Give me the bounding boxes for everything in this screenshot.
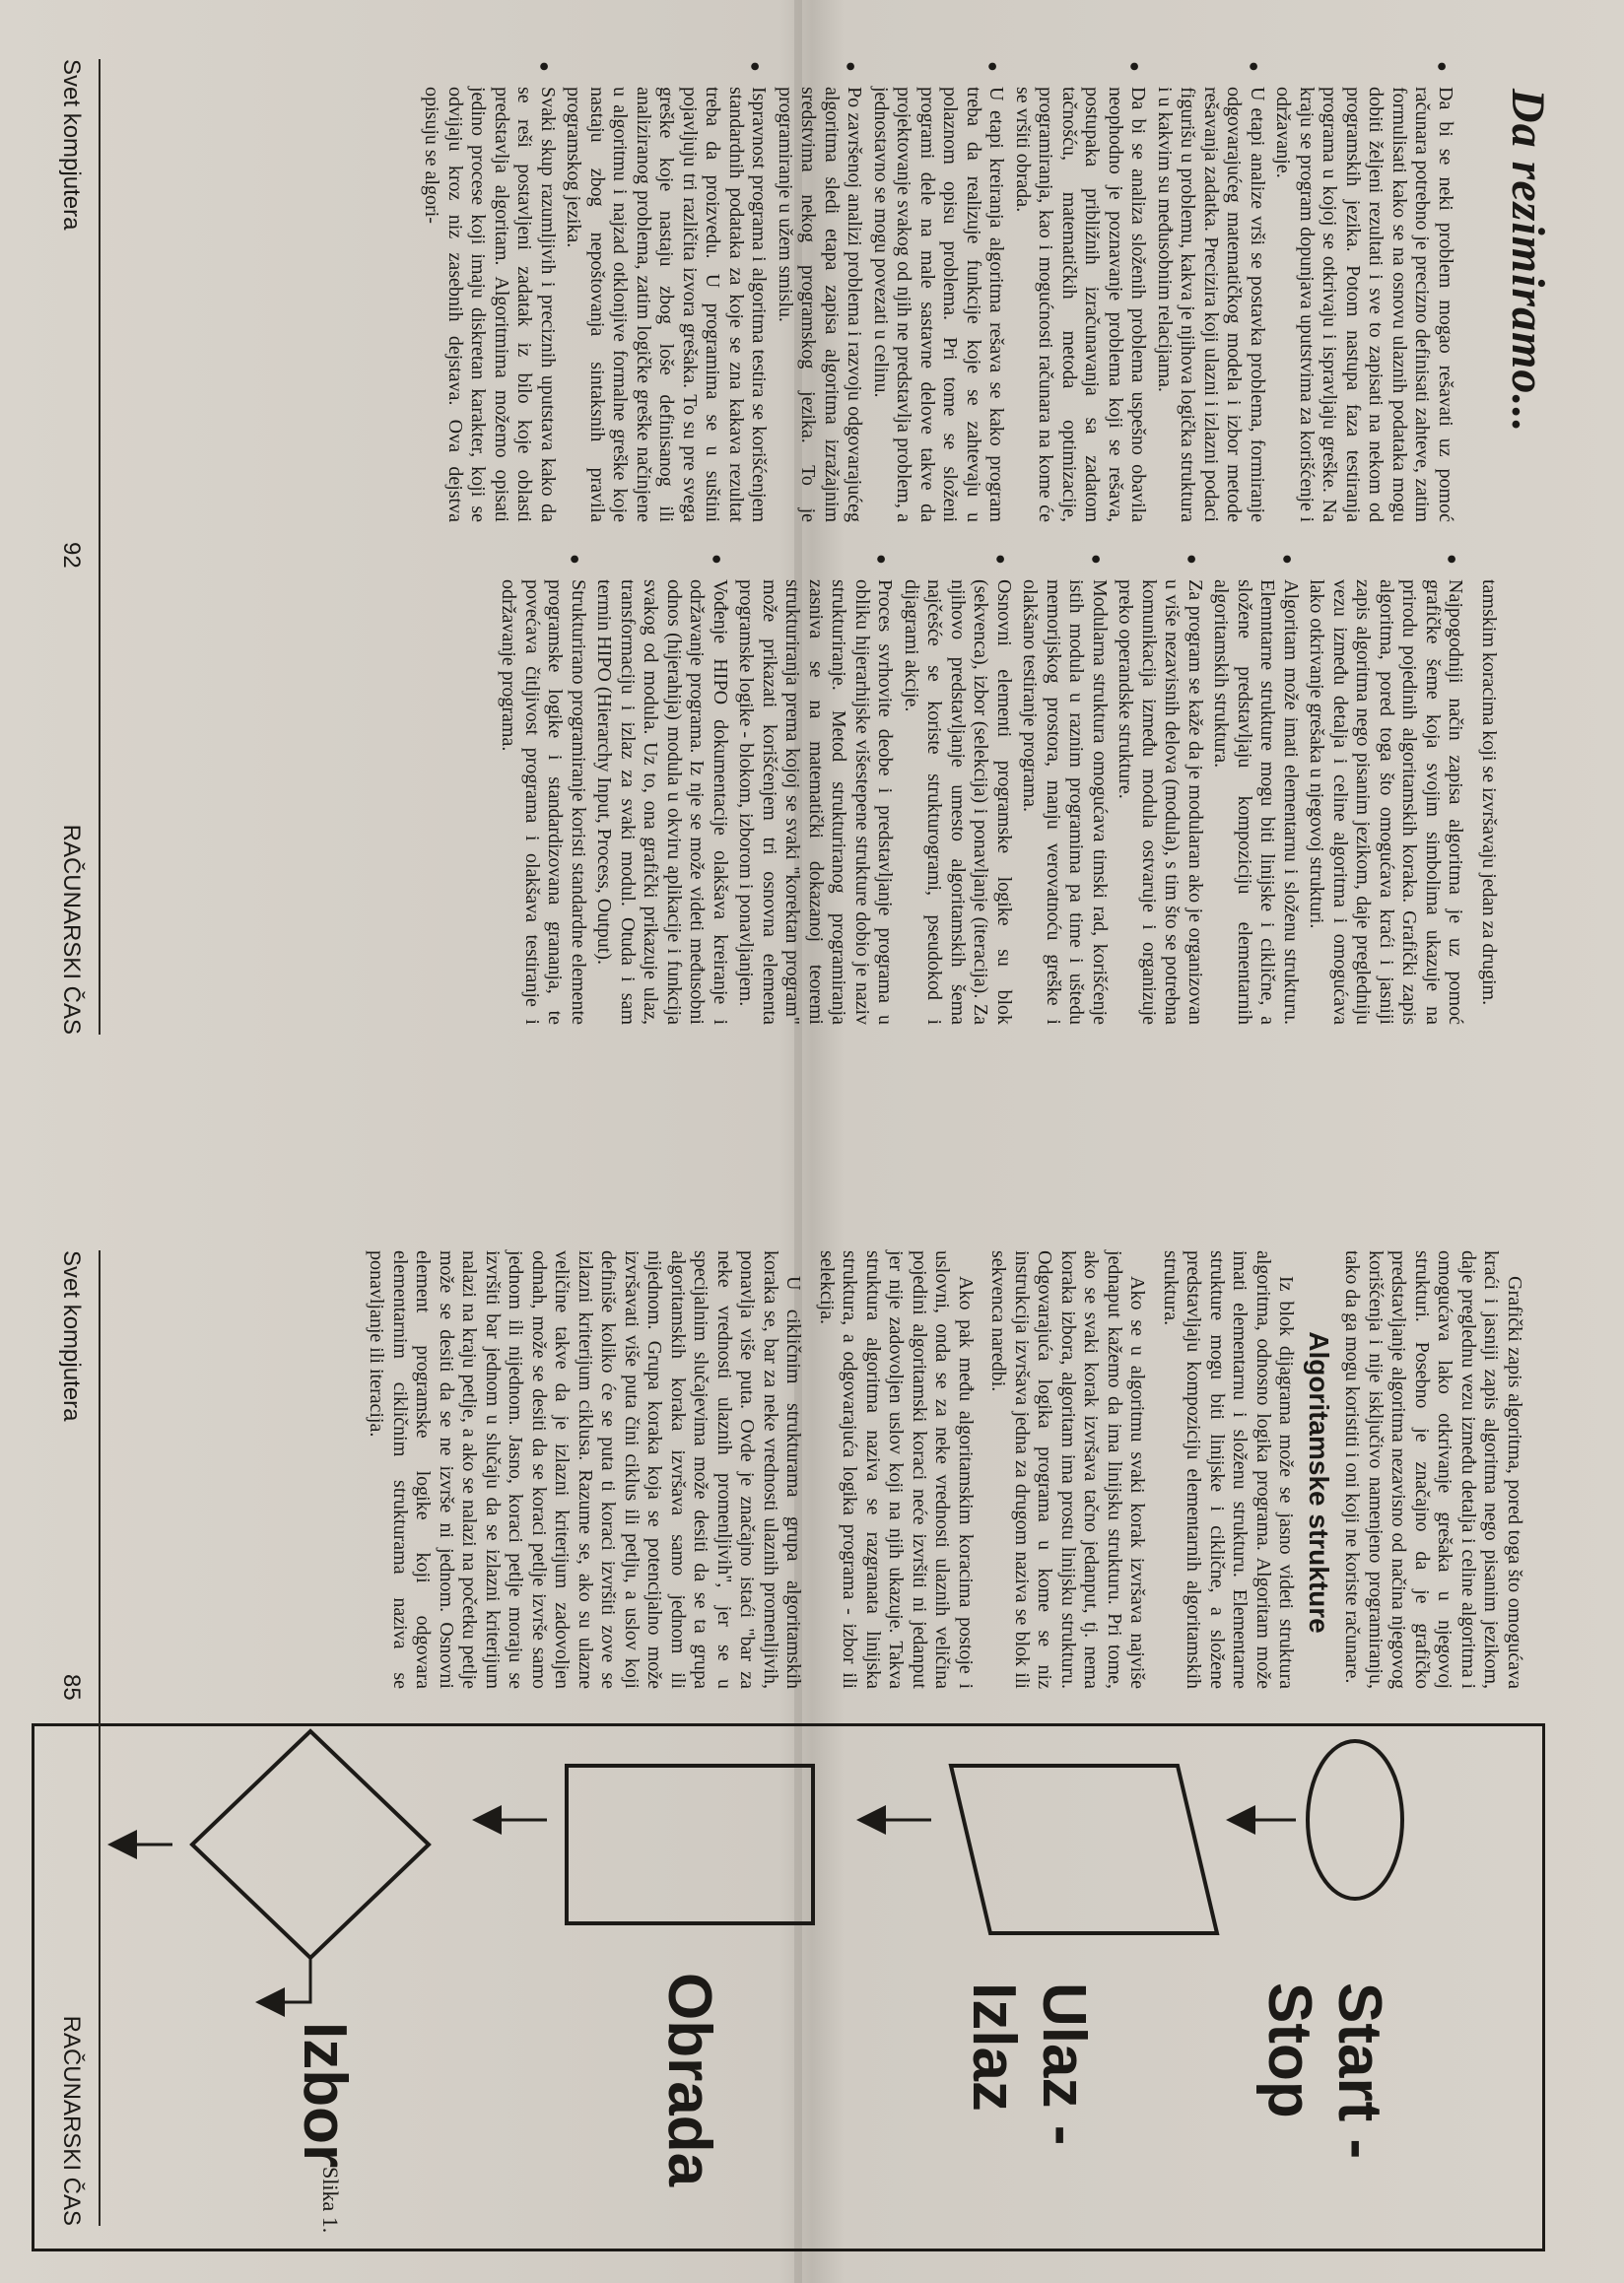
summary-list-2: [497, 552, 1467, 1025]
bullet-text: Modularna struktura omogućava timski rad, korišćenje istih modula u raznim programima pa time i uštedu memorijskog prostora, manju verovatnoću greške i olakšano testiranje programa.: [1019, 579, 1111, 1025]
bullet-text: U etapi analize vrši se postavka problema, formiranje odgovarajućeg matematičkog modela i izbor metode rešavanja zadatka. Precizira koji ulazni i izlazni podaci figurišu u problemu, kakva je njihova logička struktura i u kakvim su međusobnim relacijama.: [1154, 87, 1268, 522]
page-title: Da rezimiramo...: [1502, 89, 1554, 434]
terminal-oval-shape: [1308, 1741, 1402, 1899]
bullet-item: [497, 552, 589, 1025]
right-text-column: [355, 1250, 1525, 1689]
bullet-icon: ●: [872, 554, 893, 565]
bullet-item: [1305, 552, 1467, 1025]
bullet-item: [1271, 59, 1456, 522]
bullet-text: Osnovni elementi programske logike su blok (sekvenca), izbor (selekcija) i ponavljanje (iteracija). Za njihovo predstavljanje umesto algoritamskih šema najčešće se koriste strukturogrami, pseudokod i dijagrami akcije.: [901, 579, 1015, 1025]
intro-paragraph: Grafički zapis algoritma, pored toga što omogućava kraći i jasniji zapis algoritma nego pisanim jezikom, daje preglednu vezu između detalja i celine algoritma i omogućava lako otkrivanje grešaka u njegovoj strukturi. Posebno je značajno da je grafičko predstavljanje algoritma nezavisno od načina njegovog korišćenja i nije isključivo namenjeno programiranju, tako da ga mogu koristiti i oni koji ne koriste računare.: [1341, 1250, 1525, 1689]
process-rectangle-shape: [567, 1766, 813, 1923]
column-lead-text: tamskim koracima koji se izvršavaju jedan za drugim.: [1478, 579, 1500, 1006]
paragraph-1: Iz blok dijagrama može se jasno videti struktura algoritma, odnosno logika programa. Algoritam može imati elementarnu i složenu strukturu. Elementarne strukture mogu biti linijske i ciklične, a složene predstavljaju kompoziciju elementarnih algoritamskih struktura.: [1160, 1250, 1298, 1689]
bullet-text: Da bi se neki problem mogao rešavati uz pomoć računara potrebno je precizno definisati zahteve, zatim formulisati kako se na osnovu ulaznih podataka mogu dobiti željeni rezultati i sve to zapisati na nekom od programskih jezika. Potom nastupa faza testiranja programa u kojoj se otkrivaju i ispravljaju greške. Na kraju se program dopunjava uputstvima za korišćenje i održavanje.: [1272, 87, 1456, 522]
bullet-text: Vođenje HIPO dokumentacije olakšava kreiranje i održavanje programa. Iz nje se može videti međusobni odnos (hijerahija) modula u okviru aplikacije i funkcija svakog od modula. Uz to, ona grafički prikazuje ulaz, transformaciju i izlaz za svaki modul. Otuda i sam termin HIPO (Hierarchy Input, Process, Output).: [593, 579, 731, 1025]
left-column-2: [494, 552, 1500, 1025]
bullet-item: [1209, 552, 1302, 1025]
bullet-item: [592, 552, 731, 1025]
decision-diamond-shape: [192, 1731, 429, 1958]
bullet-text: Ispravnost programa i algoritma testira se korišćenjem standardnih podataka za koje se zna kakava rezultat treba da proizvedu. U programima se u suštini pojavljuju tri različita izvora grešaka. To su pre svega greške koje nastaju zbog loše definisanog ili analiziranog problema, zatim logičke greške načinjene u algoritmu i najzad otklonjive formalne greške koje nastaju zbog nepoštovanja sintaksnih pravila programskog jezika.: [563, 87, 771, 522]
figure-caption: Slika 1.: [318, 2167, 343, 2234]
bullet-item: [420, 59, 559, 522]
bullet-icon: ●: [1087, 554, 1107, 565]
bullet-text: Algoritam može imati elementarnu i složenu strukturu. Elemntarne strukture mogu biti linijske i ciklične, a složene predstavljaju kompoziciju elementarnih algoritamskih struktura.: [1210, 579, 1302, 1025]
right-page: [0, 1191, 1624, 2283]
bullet-icon: ●: [1183, 554, 1202, 565]
paragraph-4: U cikličnim strukturama grupa algoritamskih koraka se, bar za neke vrednosti ulaznih promenljivih, ponavlja više puta. Ovde je značajno istaći "bar za neke vrednosti ulaznih promenljivih", jer se u specijalnim slučajevima može desiti da se ta grupa algoritamskih koraka izvršava samo jednom ili nijednom. Grupa koraka koja se potencijalno može izvršavati više puta čini ciklus ili petlju, a uslov koji definiše koliko će se puta ti koraci izvršiti zove se izlazni kriterijum ciklusa. Razume se, ako su ulazne veličine takve da je izlazni kriterijum zadovoljen odmah, može se desiti da se koraci petlje izvrše samo jednom ili nijednom. Jasno, koraci petlje moraju se izvršiti bar jednom u slučaju da se izlazni kriterijum nalazi na kraju petlje, a ako se nalazi na početku petlje može se desiti da se ne izvrše ni jednom. Osnovni element programske logike koji odgovara elementarnim cikličnim strukturama naziva se ponavljanje ili iteracija.: [366, 1250, 805, 1689]
bullet-icon: ●: [983, 61, 1004, 72]
arrow-decision-branch: [261, 1958, 310, 2002]
bullet-text: Po završenoj analizi problema i razvoju odgovarajućeg algoritma sledi etapa zapisa algoritma izražajnim sredstvima nekog programskog jezika. To je programiranje u užem smislu.: [775, 87, 866, 522]
summary-list-1: [420, 59, 1456, 522]
label-decision: Izbor: [291, 2022, 359, 2169]
bullet-icon: ●: [746, 61, 767, 72]
footer-magazine-name: Svet kompjutera: [58, 59, 85, 231]
footer-page-number: 92: [58, 542, 85, 569]
paragraph-2: Ako se u algoritmu svaki korak izvršava najviše jednaput kažemo da ima linijsku strukturu. Pri tome, ako se svaki korak izvršava tačno jedanput, tj. nema koraka izbora, algoritam ima prostu linijsku strukturu. Odgovarajuća logika programa u kome se niz instrukcija izvršava jedna za drugom naziva se blok ili sekvenca naredbi.: [987, 1250, 1149, 1689]
bullet-icon: ●: [1443, 554, 1463, 565]
bullet-item: [734, 552, 897, 1025]
bullet-text: Strukturirano programiranje koristi standardne elemente programske logike i standardizovana grananja, te povećava čitljivost programa i olakšava testiranje i održavanje programa.: [498, 579, 589, 1025]
paragraph-3: Ako pak među algoritamskim koracima postoje i uslovni, onda se za neke vrednosti ulaznih veličina pojedini algoritamski koraci neće izvršiti ni jedanput jer nije zadovoljen uslov koji na njih ukazuje. Takva struktura algoritma naziva se razgranata linijska struktura, a odgovarajuća logika programa - izbor ili selekcija.: [816, 1250, 977, 1689]
bullet-icon: ●: [1433, 61, 1453, 72]
footer-rule: [99, 1250, 101, 2226]
bullet-text: Svaki skup razumljivih i preciznih uputstava kako da se reši postavljeni zadatak iz bilo koje oblasti predstavlja algoritam. Algoritmima možemo opisati jedino procese koji imaju diskretan karakter, koji se odvijaju kroz niz zasebnih dejstava. Ova dejstva opisuju se algori-: [421, 87, 559, 522]
bullet-text: Proces svrhovite deobe i predstavljanje programa u obliku hijerarhijske višestepene strukture dobio je naziv strukturiranje. Metod strukturiranog programiranja zasniva se na matematički dokazanoj teoremi strukturiranja prema kojoj se svaki "korektan program" može prikazati korišćenjem tri osnovna elementa programske logike - blokom, izborom i ponavljanjem.: [735, 579, 897, 1025]
bullet-item: [1011, 59, 1150, 522]
bullet-text: U etapi kreiranja algoritma rešava se kako program treba da realizuje funkcije koje se zahtevaju u polaznom opisu problema. Pri tome se složeni programi dele na male sastavne delove takve da projektovanje svakog od njih ne predstavlja problem, a jednostavno se mogu povezati u celinu.: [870, 87, 1008, 522]
bullet-item: [1018, 552, 1111, 1025]
left-page: [0, 0, 1624, 1092]
bullet-text: Najpogodniji način zapisa algoritma je uz pomoć grafičke šeme koja svojim simbolima ukazuje na prirodu pojedinih algoritamskih koraka. Grafički zapis algoritma, pored toga što omogućava kraći i jasniji zapis algoritma nego pisanim jezikom, daje pregledniju vezu između detalja i celine algoritma i omogućava lako otkrivanje grešaka u njegovoj strukturi.: [1306, 579, 1467, 1025]
left-column-1: [417, 59, 1456, 522]
bullet-icon: ●: [566, 554, 585, 565]
footer-magazine-name: Svet kompjutera: [58, 1250, 85, 1422]
bullet-icon: ●: [842, 61, 862, 72]
bullet-item: [869, 59, 1008, 522]
footer-rule: [99, 59, 101, 1035]
section-heading: Algoritamske strukture: [1304, 1331, 1334, 1634]
bullet-icon: ●: [708, 554, 727, 565]
bullet-text: Da bi se analiza složenih problema uspešno obavila neophodno je poznavanje problema koji se rešava, postupaka približnih izračunavanja sa zadatom tačnošću, matematičkih metoda optimizacije, programiranja, kao i mogućnosti računara na kome će se vršiti obrada.: [1012, 87, 1150, 522]
bullet-item: [562, 59, 771, 522]
bullet-icon: ●: [1125, 61, 1146, 72]
bullet-item: [900, 552, 1016, 1025]
footer-section-name: RAČUNARSKI ČAS: [58, 2015, 85, 2226]
bullet-item: [774, 59, 866, 522]
bullet-icon: ●: [1278, 554, 1298, 565]
bullet-icon: ●: [1245, 61, 1264, 72]
bullet-item: [1114, 552, 1206, 1025]
label-input-output: Ulaz - Izlaz: [960, 1982, 1098, 2146]
flowchart-figure: [32, 1723, 1545, 2251]
bullet-icon: ●: [991, 554, 1011, 565]
bullet-text: Za program se kaže da je modularan ako je organizovan u više nezavisnih delova (modula), s tim što se potrebna komunikacija između modula ostvaruje i organizuje preko operandske strukture.: [1115, 579, 1206, 1025]
bullet-item: [1153, 59, 1269, 522]
io-parallelogram-shape: [951, 1766, 1217, 1933]
label-process: Obrada: [655, 1973, 723, 2187]
footer-section-name: RAČUNARSKI ČAS: [58, 824, 85, 1035]
footer-page-number: 85: [58, 1674, 85, 1701]
bullet-icon: ●: [535, 61, 555, 72]
label-start-stop: Start - Stop: [1255, 1982, 1393, 2160]
